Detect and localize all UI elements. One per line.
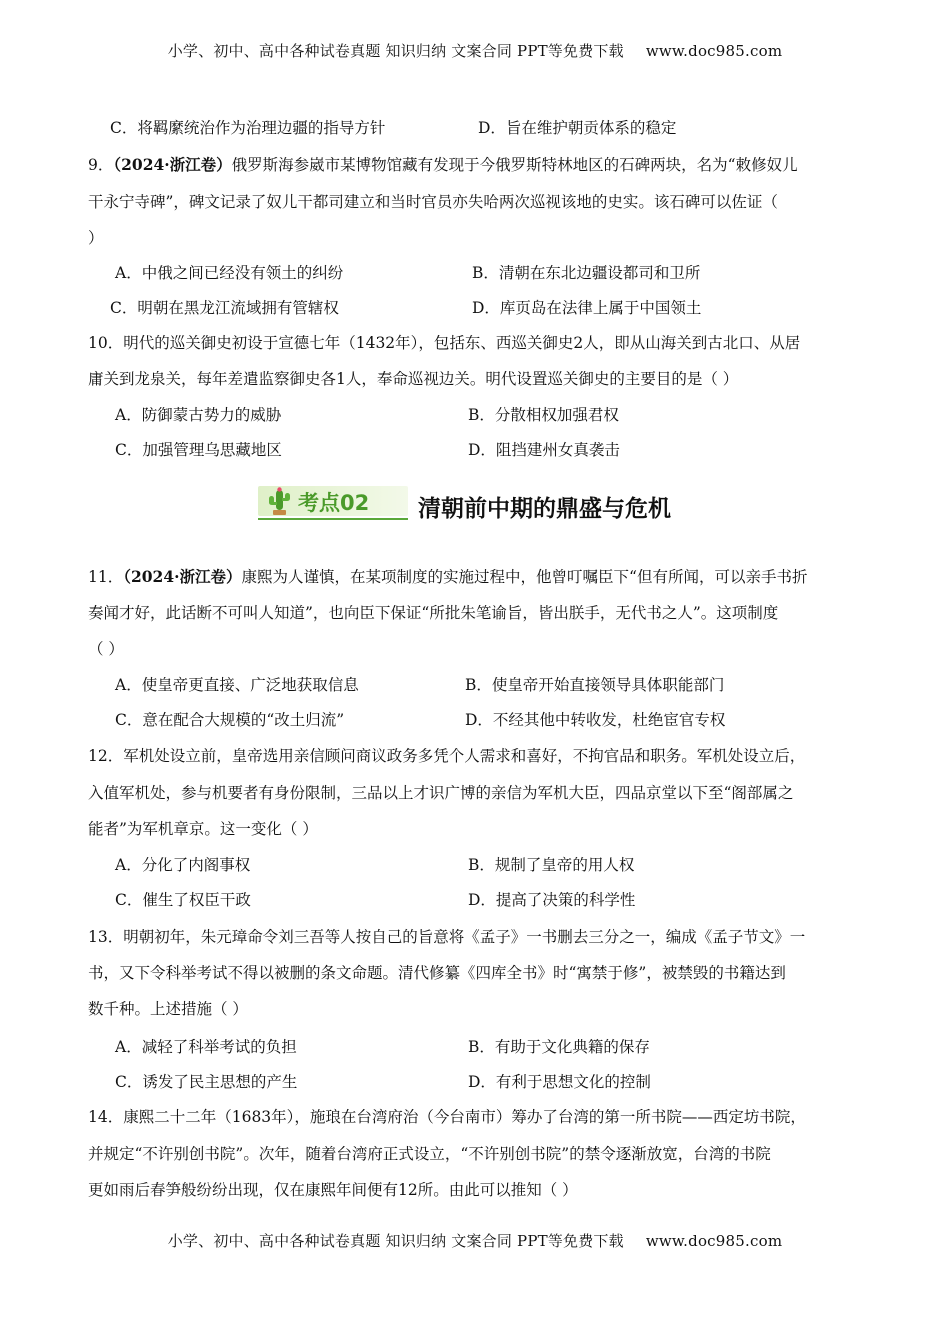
footer-site-link[interactable]: www.doc985.com	[645, 1232, 783, 1250]
q10-line-2: 庸关到龙泉关，每年差遣监察御史各1人，奉命巡视边关。明代设置巡关御史的主要目的是（ ）	[88, 370, 739, 388]
header-text: 小学、初中、高中各种试卷真题 知识归纳 文案合同 PPT等免费下载	[167, 42, 624, 60]
q8-option-c: C．将羁縻统治作为治理边疆的指导方针	[110, 119, 386, 137]
q11-text-1: 康熙为人谨慎，在某项制度的实施过程中，他曾叮嘱臣下“但有所闻，可以亲手书折	[241, 568, 808, 586]
q13-option-b: B．有助于文化典籍的保存	[468, 1038, 650, 1056]
q9-text-1: 俄罗斯海参崴市某博物馆藏有发现于今俄罗斯特林地区的石碑两块，名为“敕修奴儿	[231, 156, 798, 174]
q14-line-3: 更如雨后春笋般纷纷出现，仅在康熙年间便有12所。由此可以推知（ ）	[88, 1181, 578, 1199]
q12-option-a: A．分化了内阁事权	[115, 856, 251, 874]
q10-option-c: C．加强管理乌思藏地区	[115, 441, 282, 459]
q12-line-1: 12．军机处设立前，皇帝选用亲信顾问商议政务多凭个人需求和喜好，不拘官品和职务。军机处设立后，	[88, 747, 806, 765]
q8-option-d: D．旨在维护朝贡体系的稳定	[478, 119, 677, 137]
q11-line-3: （ ）	[88, 640, 124, 658]
q14-line-2: 并规定“不许别创书院”。次年，随着台湾府正式设立，“不许别创书院”的禁令逐渐放宽，台湾的书院	[88, 1145, 771, 1163]
q9-line-2: 干永宁寺碑”，碑文记录了奴儿干都司建立和当时官员亦失哈两次巡视该地的史实。该石碑可以佐证（	[88, 193, 778, 211]
header-site-link[interactable]: www.doc985.com	[645, 42, 783, 60]
q12-option-c: C．催生了权臣干政	[115, 891, 251, 909]
q11-line-1	[88, 567, 807, 587]
q10-option-a: A．防御蒙古势力的威胁	[115, 406, 282, 424]
q13-option-a: A．减轻了科举考试的负担	[115, 1038, 297, 1056]
q9-option-c: C．明朝在黑龙江流域拥有管辖权	[110, 299, 339, 317]
q12-line-2: 入值军机处，参与机要者有身份限制，三品以上才识广博的亲信为军机大臣，四品京堂以下至“阁部属之	[88, 784, 794, 802]
q14-line-1: 14．康熙二十二年（1683年），施琅在台湾府治（今台南市）筹办了台湾的第一所书院——西定坊书院，	[88, 1108, 806, 1126]
page-footer	[0, 1230, 950, 1251]
q11-source: （2024·浙江卷）	[123, 567, 242, 586]
q11-option-c: C．意在配合大规模的“改土归流”	[115, 711, 345, 729]
q12-option-b: B．规制了皇帝的用人权	[468, 856, 635, 874]
q11-option-b: B．使皇帝开始直接领导具体职能部门	[465, 676, 725, 694]
q10-option-d: D．阻挡建州女真袭击	[468, 441, 620, 459]
q13-line-3: 数千种。上述措施（ ）	[88, 1000, 248, 1018]
q11-option-a: A．使皇帝更直接、广泛地获取信息	[115, 676, 359, 694]
cactus-icon	[264, 486, 294, 516]
q9-number: 9．	[88, 156, 114, 174]
q9-line-3: ）	[88, 229, 104, 247]
q11-line-2: 奏闻才好，此话断不可叫人知道”，也向臣下保证“所批朱笔谕旨，皆出朕手，无代书之人”。这项制度	[88, 604, 779, 622]
q13-line-1: 13．明朝初年，朱元璋命令刘三吾等人按自己的旨意将《孟子》一书删去三分之一，编成《孟子节文》一	[88, 928, 806, 946]
section-badge-label: 考点02	[298, 491, 370, 515]
q13-option-d: D．有利于思想文化的控制	[468, 1073, 651, 1091]
q9-line-1	[88, 155, 798, 175]
q11-number: 11．	[88, 568, 124, 586]
footer-text: 小学、初中、高中各种试卷真题 知识归纳 文案合同 PPT等免费下载	[167, 1232, 624, 1250]
section-badge	[258, 486, 408, 516]
q9-option-d: D．库页岛在法律上属于中国领土	[472, 299, 702, 317]
q13-line-2: 书，又下令科举考试不得以被删的条文命题。清代修纂《四库全书》时“寓禁于修”，被禁毁的书籍达到	[88, 964, 786, 982]
q10-line-1: 10．明代的巡关御史初设于宣德七年（1432年），包括东、西巡关御史2人，即从山海关到古北口、从居	[88, 334, 801, 352]
q9-option-a: A．中俄之间已经没有领土的纠纷	[115, 264, 344, 282]
section-heading	[258, 486, 718, 526]
q12-line-3: 能者”为军机章京。这一变化（ ）	[88, 820, 318, 838]
section-underline	[258, 518, 408, 520]
q9-option-b: B．清朝在东北边疆设都司和卫所	[472, 264, 701, 282]
q13-option-c: C．诱发了民主思想的产生	[115, 1073, 298, 1091]
q9-source: （2024·浙江卷）	[113, 155, 232, 174]
page-header	[0, 40, 950, 61]
q12-option-d: D．提高了决策的科学性	[468, 891, 636, 909]
q11-option-d: D．不经其他中转收发，杜绝宦官专权	[465, 711, 726, 729]
section-title: 清朝前中期的鼎盛与危机	[418, 496, 671, 522]
q10-option-b: B．分散相权加强君权	[468, 406, 619, 424]
